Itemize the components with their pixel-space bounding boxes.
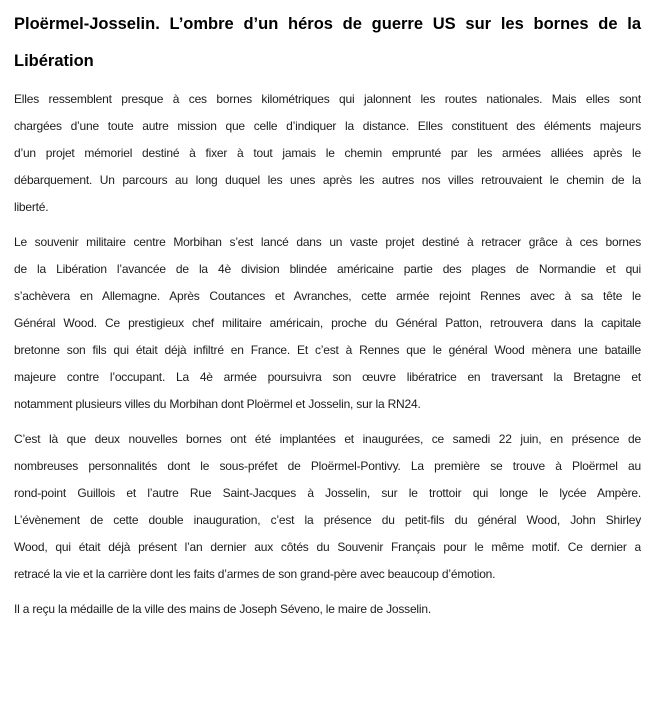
text-line: d’un projet mémoriel destiné à fixer à tout jamais le chemin emprunté par les armées alliées après le: [14, 146, 641, 160]
text-line: C’est là que deux nouvelles bornes ont été implantées et inaugurées, ce samedi 22 juin, en présence de: [14, 432, 641, 446]
text-line: majeure contre l’occupant. La 4è armée poursuivra son œuvre libératrice en traversant la Bretagne et: [14, 370, 641, 384]
text-line: Il a reçu la médaille de la ville des mains de Joseph Séveno, le maire de Josselin.: [14, 602, 431, 616]
text-line: Wood, qui était déjà présent l’an dernier aux côtés du Souvenir Français pour le même motif. Ce dernier a: [14, 540, 641, 554]
text-line: L’évènement de cette double inauguration, c’est la présence du petit-fils du général Wood, John Shirley: [14, 513, 641, 527]
text-line: Le souvenir militaire centre Morbihan s’est lancé dans un vaste projet destiné à retracer grâce à ces bornes: [14, 235, 641, 249]
text-line: nombreuses personnalités dont le sous-préfet de Ploërmel-Pontivy. La première se trouve à Ploërmel au: [14, 459, 641, 473]
text-line: Général Wood. Ce prestigieux chef militaire américain, proche du Général Patton, retrouvera dans la capitale: [14, 316, 641, 330]
paragraph: [14, 86, 641, 221]
text-line: débarquement. Un parcours au long duquel les unes après les autres nos villes retrouvaient le chemin de la: [14, 173, 641, 187]
text-line: chargées d’une toute autre mission que celle d’indiquer la distance. Elles constituent des éléments majeurs: [14, 119, 641, 133]
paragraph: [14, 229, 641, 418]
text-line: retracé la vie et la carrière dont les faits d’armes de son grand-père avec beaucoup d’émotion.: [14, 567, 496, 581]
text-line: notamment plusieurs villes du Morbihan dont Ploërmel et Josselin, sur la RN24.: [14, 397, 421, 411]
article-title: [14, 6, 641, 80]
text-line: liberté.: [14, 200, 49, 214]
text-line: bretonne son fils qui était déjà infiltré en France. Et c’est à Rennes que le général Wood mènera une bataille: [14, 343, 641, 357]
text-line: rond-point Guillois et l’autre Rue Saint-Jacques à Josselin, sur le trottoir qui longe le lycée Ampère.: [14, 486, 641, 500]
paragraph: [14, 426, 641, 588]
text-line: de la Libération l’avancée de la 4è division blindée américaine partie des plages de Normandie et qui: [14, 262, 641, 276]
paragraph: [14, 596, 641, 623]
article-title-line: Ploërmel-Josselin. L’ombre d’un héros de guerre US sur les bornes de la: [14, 15, 641, 33]
text-line: s’achèvera en Allemagne. Après Coutances et Avranches, cette armée rejoint Rennes avec à sa tête le: [14, 289, 641, 303]
article-title-line: Libération: [14, 52, 94, 70]
text-line: Elles ressemblent presque à ces bornes kilométriques qui jalonnent les routes nationales. Mais elles sont: [14, 92, 641, 106]
